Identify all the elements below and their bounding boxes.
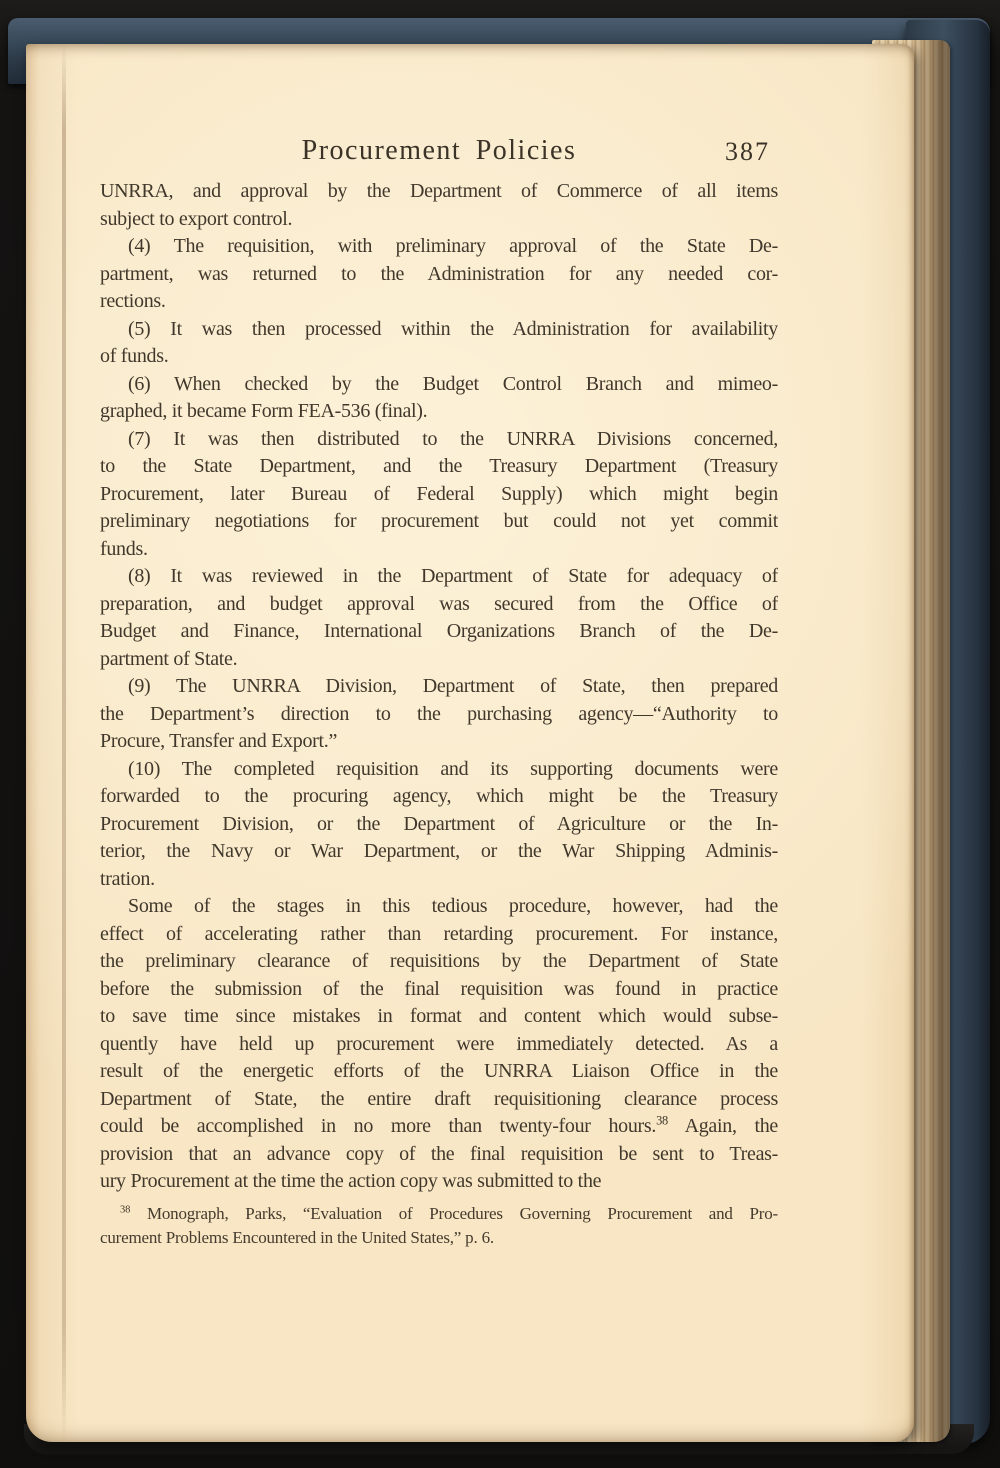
text-line: preparation, and budget approval was secured from the Office of: [100, 592, 778, 615]
paragraph: [100, 233, 778, 316]
text-line: forwarded to the procuring agency, which might be the Treasury: [100, 785, 778, 807]
paragraph: [100, 316, 778, 371]
text-line: partment, was returned to the Administration for any needed cor-: [100, 262, 778, 285]
text-line: Some of the stages in this tedious procedure, however, had the: [128, 895, 778, 917]
text-line: graphed, it became Form FEA-536 (final).: [100, 400, 428, 422]
text-line: (10) The completed requisition and its supporting documents were: [128, 757, 778, 780]
footnote-reference: 38: [120, 1203, 131, 1215]
text-line: to the State Department, and the Treasury Department (Treasury: [100, 455, 778, 477]
gutter-crease: [62, 44, 66, 1442]
text-line: quently have held up procurement were immediately detected. As a: [100, 1032, 778, 1055]
footnote-line: $^{38}$ Monograph, Parks, “Evaluation of Procedures Governing Procurement and Pro-: [120, 1203, 778, 1223]
text-block: [100, 134, 778, 1250]
text-line: Procurement Division, or the Department of Agriculture or the In-: [100, 812, 778, 835]
text-line: (5) It was then processed within the Administration for availability: [128, 317, 778, 340]
running-head: [100, 134, 778, 178]
text-line: (8) It was reviewed in the Department of State for adequacy of: [128, 565, 778, 587]
page-body: [100, 178, 778, 1196]
text-line: subject to export control.: [100, 207, 293, 230]
page-number: 387: [725, 137, 770, 166]
text-line: result of the energetic efforts of the UNRRA Liaison Office in the: [100, 1060, 778, 1082]
text-line: (6) When checked by the Budget Control Branch and mimeo-: [128, 372, 778, 395]
text-line: funds.: [100, 537, 148, 560]
footnote-reference: 38: [656, 1113, 668, 1128]
paragraph: [100, 756, 778, 894]
paragraph: [100, 371, 778, 426]
text-line: Procurement, later Bureau of Federal Supply) which might begin: [100, 482, 778, 505]
footnote-line: curement Problems Encountered in the United States,” p. 6.: [100, 1227, 494, 1247]
text-line: rections.: [100, 290, 166, 312]
text-line: the Department’s direction to the purchasing agency—“Authority to: [100, 702, 778, 725]
paragraph: [100, 673, 778, 756]
paragraph: [100, 426, 778, 564]
text-line: UNRRA, and approval by the Department of Commerce of all items: [100, 180, 778, 202]
text-line: provision that an advance copy of the final requisition be sent to Treas-: [100, 1142, 778, 1165]
book-page: [26, 44, 914, 1442]
text-line: preliminary negotiations for procurement but could not yet commit: [100, 510, 778, 532]
text-line: (4) The requisition, with preliminary approval of the State De-: [128, 235, 778, 257]
text-line: effect of accelerating rather than retarding procurement. For instance,: [100, 922, 778, 945]
text-line: to save time since mistakes in format and content which would subse-: [100, 1005, 778, 1027]
text-line: before the submission of the final requisition was found in practice: [100, 977, 778, 1000]
text-line: could be accomplished in no more than twenty-four hours.$^{38}$ Again, the: [100, 1113, 778, 1137]
paragraph: [100, 563, 778, 673]
footnote: [100, 1202, 778, 1250]
paragraph: [100, 893, 778, 1196]
text-line: the preliminary clearance of requisitions by the Department of State: [100, 950, 778, 972]
text-line: Budget and Finance, International Organizations Branch of the De-: [100, 620, 778, 642]
text-line: (7) It was then distributed to the UNRRA Divisions concerned,: [128, 427, 778, 450]
paragraph: [100, 178, 778, 233]
text-line: Procure, Transfer and Export.”: [100, 730, 338, 752]
text-line: terior, the Navy or War Department, or the War Shipping Adminis-: [100, 840, 778, 862]
text-line: tration.: [100, 867, 155, 890]
text-line: of funds.: [100, 345, 169, 367]
text-line: partment of State.: [100, 647, 238, 670]
page-title: Procurement Policies: [301, 135, 577, 166]
text-line: Department of State, the entire draft requisitioning clearance process: [100, 1087, 778, 1110]
text-line: (9) The UNRRA Division, Department of State, then prepared: [128, 675, 778, 697]
text-line: ury Procurement at the time the action copy was submitted to the: [100, 1170, 602, 1192]
